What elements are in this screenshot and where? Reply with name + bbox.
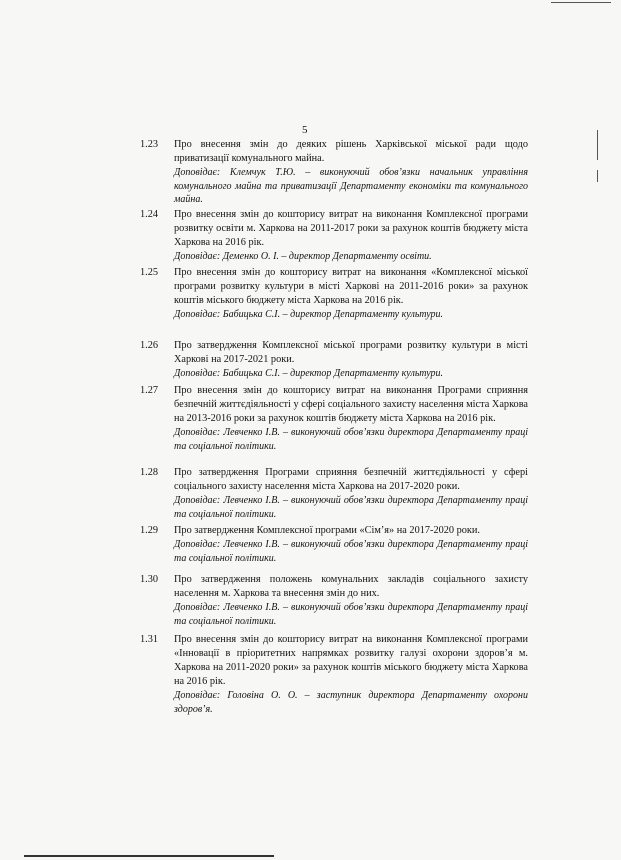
agenda-item <box>140 339 528 381</box>
reporter-label: Доповідає: <box>174 539 221 550</box>
item-title: Про внесення змін до кошторису витрат на виконання Комплексної програми «Інновації в пріоритетних напрямках розвитку галузі охорони здоров’я м. Харкова на 2011-2020 роки» за рахунок коштів міського бюджету міста Харкова на 2016 рік. <box>174 634 528 687</box>
item-number: 1.29 <box>140 525 159 536</box>
scan-edge-mark <box>597 130 598 160</box>
agenda-item <box>140 384 528 453</box>
reporter-text: Клемчук Т.Ю. – виконуючий обов’язки начальник управління комунального майна та приватизації Департаменту економіки та комунального майна. <box>174 167 528 205</box>
reporter-text: Бабицька С.І. – директор Департаменту культури. <box>222 309 444 320</box>
reporter-text: Левченко І.В. – виконуючий обов’язки директора Департаменту праці та соціальної політики. <box>174 427 528 452</box>
reporter-text: Левченко І.В. – виконуючий обов’язки директора Департаменту праці та соціальної політики. <box>174 539 528 564</box>
agenda-item <box>140 208 528 264</box>
agenda-item <box>140 266 528 322</box>
reporter-text: Бабицька С.І. – директор Департаменту культури. <box>222 368 444 379</box>
item-reporter <box>174 367 528 381</box>
agenda-item <box>140 466 528 521</box>
item-reporter <box>174 538 528 565</box>
reporter-label: Доповідає: <box>174 368 221 379</box>
agenda-item <box>140 138 528 207</box>
reporter-label: Доповідає: <box>174 309 221 320</box>
item-number: 1.27 <box>140 385 159 396</box>
item-number: 1.28 <box>140 467 159 478</box>
item-title: Про внесення змін до кошторису витрат на виконання Програми сприяння безпечній життєдіяльності у сфері соціального захисту населення міста Харкова на 2013-2016 роки за рахунок коштів бюджету міста Харкова на 2016 рік. <box>174 385 528 424</box>
item-reporter <box>174 250 528 264</box>
scan-edge-line <box>551 2 611 3</box>
scan-edge-mark <box>597 170 598 182</box>
item-reporter <box>174 494 528 521</box>
reporter-text: Левченко І.В. – виконуючий обов’язки директора Департаменту праці та соціальної політики. <box>174 602 528 627</box>
item-number: 1.26 <box>140 340 159 351</box>
item-number: 1.30 <box>140 574 159 585</box>
reporter-text: Деменко О. І. – директор Департаменту освіти. <box>222 251 432 262</box>
item-reporter <box>174 426 528 453</box>
agenda-item <box>140 633 528 716</box>
item-reporter <box>174 308 528 322</box>
reporter-label: Доповідає: <box>174 602 221 613</box>
item-title: Про затвердження Комплексної програми «Сім’я» на 2017-2020 роки. <box>174 525 480 536</box>
page-number: 5 <box>302 124 308 136</box>
reporter-label: Доповідає: <box>174 495 221 506</box>
reporter-label: Доповідає: <box>174 251 221 262</box>
agenda-item <box>140 524 528 565</box>
agenda-item <box>140 573 528 628</box>
item-number: 1.24 <box>140 209 159 220</box>
reporter-label: Доповідає: <box>174 427 221 438</box>
item-title: Про затвердження Комплексної міської програми розвитку культури в місті Харкові на 2017-2021 роки. <box>174 340 528 365</box>
item-title: Про затвердження положень комунальних закладів соціального захисту населення м. Харкова та внесення змін до них. <box>174 574 528 599</box>
item-title: Про затвердження Програми сприяння безпечній життєдіяльності у сфері соціального захисту населення міста Харкова на 2017-2020 роки. <box>174 467 528 492</box>
reporter-label: Доповідає: <box>174 167 221 178</box>
item-reporter <box>174 601 528 628</box>
item-number: 1.23 <box>140 139 159 150</box>
item-title: Про внесення змін до кошторису витрат на виконання «Комплексної міської програми розвитку культури в місті Харкові на 2011-2016 роки» за рахунок коштів міського бюджету міста Харкова на 2016 рік. <box>174 267 528 306</box>
item-number: 1.25 <box>140 267 159 278</box>
reporter-label: Доповідає: <box>174 690 221 701</box>
item-title: Про внесення змін до кошторису витрат на виконання Комплексної програми розвитку освіти м. Харкова на 2011-2017 роки за рахунок коштів бюджету міста Харкова на 2016 рік. <box>174 209 528 248</box>
item-reporter <box>174 166 528 207</box>
item-reporter <box>174 689 528 716</box>
reporter-text: Левченко І.В. – виконуючий обов’язки директора Департаменту праці та соціальної політики. <box>174 495 528 520</box>
item-number: 1.31 <box>140 634 159 645</box>
reporter-text: Головіна О. О. – заступник директора Департаменту охорони здоров’я. <box>174 690 529 715</box>
scan-edge-line <box>24 855 274 857</box>
item-title: Про внесення змін до деяких рішень Харківської міської ради щодо приватизації комунального майна. <box>174 139 528 164</box>
